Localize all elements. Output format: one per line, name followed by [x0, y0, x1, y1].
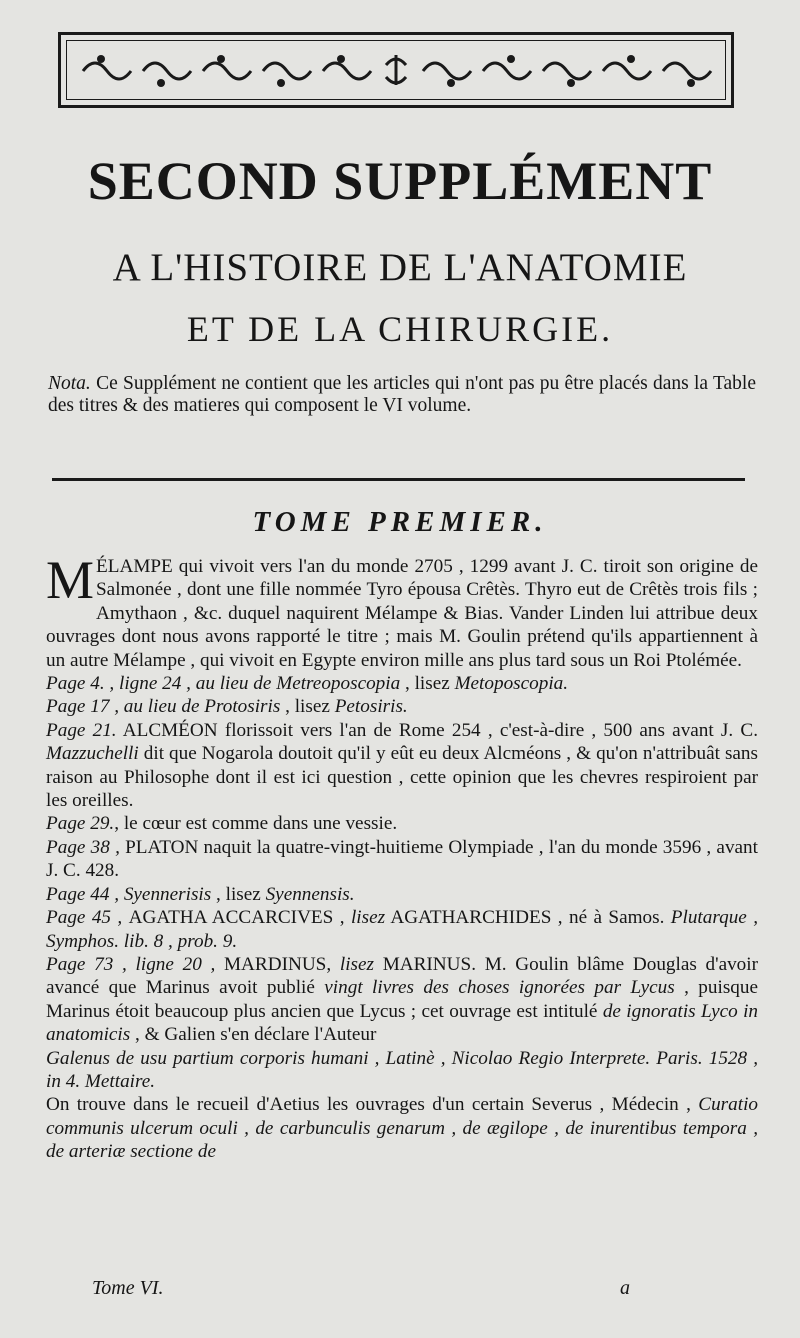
- title-line-3: ET DE LA CHIRURGIE.: [186, 309, 614, 349]
- entry-page-17: [46, 695, 758, 718]
- entry-text: , & Galien s'en déclare l'Auteur: [130, 1024, 377, 1046]
- entry-term: Metreoposcopia: [276, 673, 401, 695]
- entry-lead: ALCMÉON: [116, 719, 218, 741]
- ornamental-border: [58, 32, 734, 108]
- entry-term: Protosiris: [204, 696, 281, 718]
- entry-page-38: [46, 836, 758, 883]
- entry-melampe: [46, 550, 758, 672]
- entry-text: , puisque Marinus étoit beaucoup plus ancien que Lycus ; cet ouvrage est intitulé: [46, 977, 758, 1022]
- divider-rule: [52, 478, 745, 481]
- entry-term: Syennensis.: [265, 883, 355, 905]
- entry-text: , lisez: [400, 673, 455, 695]
- entry-lead: ÉLAMPE: [96, 556, 173, 577]
- nota-label: Nota.: [48, 373, 91, 394]
- entry-term: Plutarque , Symphos. lib. 8 , prob. 9.: [46, 907, 759, 952]
- ornament-vine-icon: [61, 35, 731, 105]
- entry-text: , le cœur est comme dans une vessie.: [114, 813, 398, 835]
- entry-page-21: [46, 719, 758, 813]
- title-line-1: SECOND SUPPLÉMENT: [87, 151, 713, 211]
- entry-lead: PLATON: [125, 836, 199, 858]
- volume-footer: Tome VI.: [92, 1277, 164, 1299]
- entry-text: naquit la quatre-vingt-huitieme Olympiade , l'an du monde 3596 , avant J. C. 428.: [46, 836, 758, 882]
- entry-ref: Page 21.: [46, 719, 117, 741]
- nota-paragraph: [48, 373, 756, 417]
- entry-page-44: [46, 883, 758, 906]
- entry-page-45: [46, 906, 758, 953]
- body-text: [46, 550, 759, 1164]
- entry-lead: MARDINUS: [224, 953, 327, 975]
- entry-ref: Page 17 , au lieu de: [46, 696, 205, 718]
- entry-galenus: [46, 1047, 758, 1094]
- entry-term: Galenus de usu partium corporis humani , Latinè , Nicolao Regio Interprete. Paris. 1528 , in 4. Mettaire.: [46, 1047, 758, 1092]
- entry-text: , né à Samos.: [551, 907, 671, 929]
- entry-aetius: [46, 1093, 758, 1163]
- entry-term: lisez: [339, 953, 374, 975]
- entry-lead: MARINUS.: [374, 953, 476, 975]
- nota-text: Ce Supplément ne contient que les articles qui n'ont pas pu être placés dans la Table des titres & des matieres qui composent le VI volume.: [48, 373, 756, 416]
- entry-term: Metoposcopia.: [454, 673, 569, 695]
- entry-ref: Page 73 , ligne 20 ,: [46, 953, 224, 975]
- entry-term: Petosiris.: [334, 696, 408, 718]
- entry-term: lisez: [350, 907, 386, 929]
- entry-term: Curatio communis ulcerum oculi , de carbunculis genarum , de ægilope , de inurentibus tempora , de arteriæ sectione de: [46, 1094, 758, 1163]
- entry-text: On trouve dans le recueil d'Aetius les ouvrages d'un certain Severus , Médecin ,: [46, 1094, 699, 1116]
- entry-page-73: [46, 953, 758, 1047]
- entry-text: ,: [333, 907, 351, 929]
- entry-term: vingt livres des choses ignorées par Lycus: [324, 977, 675, 999]
- drop-cap: M: [46, 550, 95, 610]
- entry-text: qui vivoit vers l'an du monde 2705 , 1299 avant J. C. tiroit son origine de Salmonée , dont une fille nommée Tyro épousa Crêtès. Thyro eut de Crêtès trois fils ; Amythaon , &c. duquel naquirent Mélampe & Bias. Vander Linden lui attribue deux ouvrages dont nous avons rapporté le titre ; mais M. Goulin prétend qu'ils appartiennent à un autre Mélampe , qui vivoit en Egypte environ mille ans plus tard sous un Roi Ptolémée.: [46, 556, 758, 671]
- entry-term: Mazzuchelli: [46, 743, 139, 765]
- section-title: TOME PREMIER.: [252, 506, 548, 538]
- entry-ref: Page 4. , ligne 24 , au lieu de: [46, 673, 277, 695]
- entry-term: de ignoratis Lyco in anatomicis: [46, 1000, 759, 1046]
- entry-text: , lisez: [211, 883, 266, 905]
- entry-ref: Page 44 ,: [46, 883, 124, 905]
- entry-text: dit que Nogarola doutoit qu'il y eût eu deux Alcméons , & qu'on n'attribuât sans raison au Philosophe dont il est ici question , cette opinion que les chevres respiroient par les oreilles.: [46, 743, 758, 812]
- entry-page-29: [46, 812, 758, 835]
- title-line-2: A L'HISTOIRE DE L'ANATOMIE: [112, 246, 688, 289]
- entry-ref: Page 45 ,: [46, 907, 129, 929]
- entry-ref: Page 38 ,: [46, 836, 126, 858]
- entry-term: Syennerisis: [123, 883, 212, 905]
- entry-text: florissoit vers l'an de Rome 254 , c'est-à-dire , 500 ans avant J. C.: [217, 719, 758, 741]
- entry-lead: AGATHARCHIDES: [385, 907, 552, 929]
- signature-mark: a: [620, 1277, 630, 1299]
- entry-lead: AGATHA ACCARCIVES: [128, 907, 334, 929]
- entry-page-4: [46, 672, 758, 695]
- entry-text: ,: [326, 953, 340, 975]
- entry-ref: Page 29.: [46, 813, 115, 835]
- entry-text: M. Goulin blâme Douglas d'avoir avancé que Marinus avoit publié: [46, 953, 759, 999]
- entry-text: , lisez: [280, 696, 335, 718]
